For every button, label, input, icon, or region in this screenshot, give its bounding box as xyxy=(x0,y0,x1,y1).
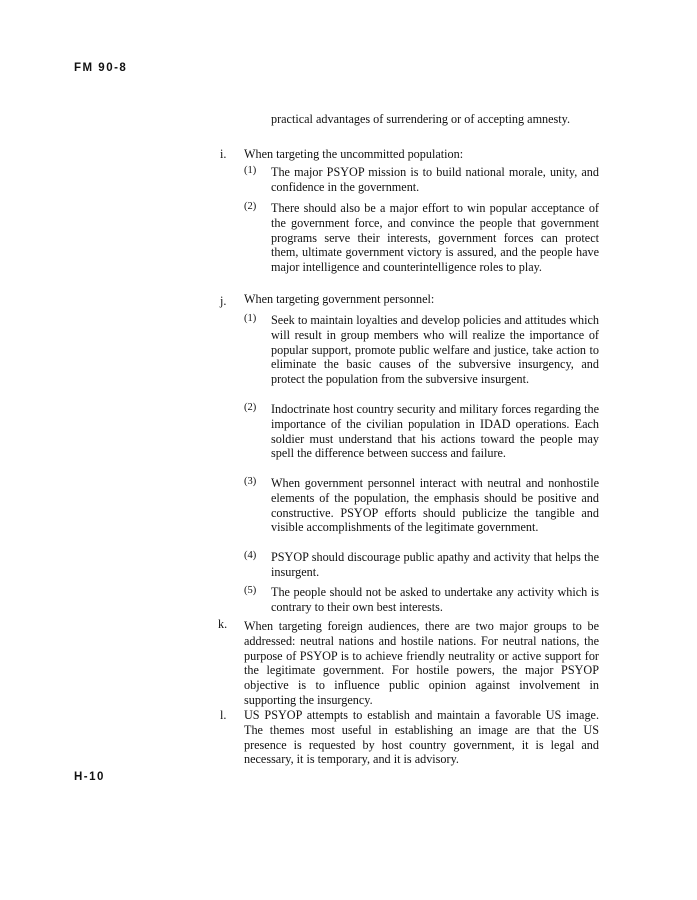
item-j-label: j. xyxy=(220,294,227,308)
item-j-1-text: Seek to maintain loyalties and develop policies and attitudes which will result in group members who will realize the importance of popular support, promote public welfare and justice, take action to eliminate the basic causes of the subversive insurgency, and protect the population from the subversive insurgent. xyxy=(271,313,599,387)
page-footer: H-10 xyxy=(74,771,105,783)
item-j-5-number: (5) xyxy=(244,585,257,596)
item-i-1-text: The major PSYOP mission is to build national morale, unity, and confidence in the government. xyxy=(271,165,599,194)
item-j-4-number: (4) xyxy=(244,550,257,561)
item-l-label: l. xyxy=(220,708,227,722)
item-i-2-number: (2) xyxy=(244,201,257,212)
page-header: FM 90-8 xyxy=(74,62,128,74)
item-j-text: When targeting government personnel: xyxy=(244,292,435,306)
item-j-2-number: (2) xyxy=(244,402,257,413)
item-j-1-number: (1) xyxy=(244,313,257,324)
item-j-5-text: The people should not be asked to undertake any activity which is contrary to their own best interests. xyxy=(271,585,599,614)
item-k-text: When targeting foreign audiences, there are two major groups to be addressed: neutral nations and hostile nations. For neutral nations, the purpose of PSYOP is to achieve friendly neutrality or active support for the legitimate government. For hostile powers, the major PSYOP objective is to influence public opinion against involvement in supporting the insurgency. xyxy=(244,619,599,707)
item-j-2-text: Indoctrinate host country security and military forces regarding the importance of the civilian population in IDAD operations. Each soldier must understand that his actions toward the people may spell the difference between success and failure. xyxy=(271,402,599,461)
intro-continuation: practical advantages of surrendering or of accepting amnesty. xyxy=(271,112,571,126)
item-j-3-number: (3) xyxy=(244,476,257,487)
item-k-label: k. xyxy=(218,617,228,631)
item-i-label: i. xyxy=(220,147,227,161)
item-i-1-number: (1) xyxy=(244,165,257,176)
item-i-2-text: There should also be a major effort to win popular acceptance of the government force, and convince the people that government programs serve their interests, government forces can protect them, ultimate government victory is assured, and the people have major intelligence and counterintelligence roles to play. xyxy=(271,201,599,275)
item-l-text: US PSYOP attempts to establish and maintain a favorable US image. The themes most useful in establishing an image are that the US presence is requested by host country government, it is legal and necessary, it is temporary, and it is advisory. xyxy=(244,708,599,767)
item-i-text: When targeting the uncommitted population: xyxy=(244,147,464,161)
item-j-4-text: PSYOP should discourage public apathy and activity that helps the insurgent. xyxy=(271,550,599,579)
item-j-3-text: When government personnel interact with neutral and nonhostile elements of the population, the emphasis should be positive and constructive. PSYOP efforts should publicize the tangible and visible accomplishments of the legitimate government. xyxy=(271,476,599,535)
